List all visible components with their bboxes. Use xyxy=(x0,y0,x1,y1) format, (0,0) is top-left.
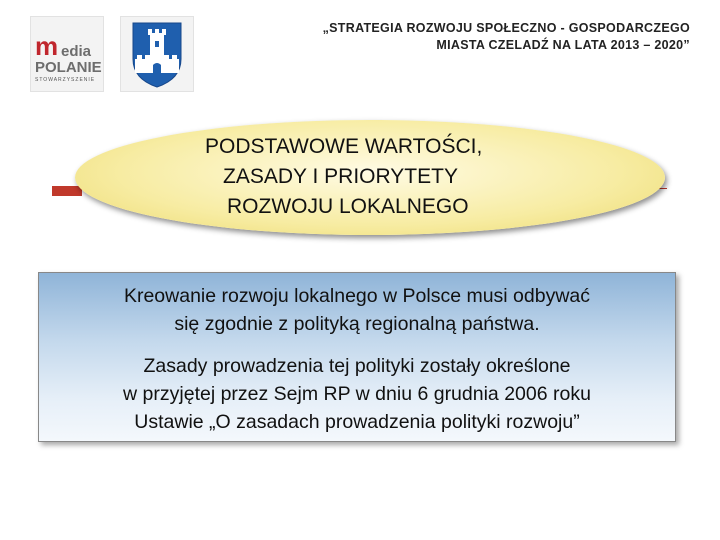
slide-title xyxy=(75,132,665,222)
paragraph-2-line-1: Zasady prowadzenia tej polityki zostały określone xyxy=(143,355,571,377)
media-polanie-logo xyxy=(30,16,104,92)
title-line-1: PODSTAWOWE WARTOŚCI, xyxy=(205,135,483,158)
title-line-2: ZASADY I PRIORYTETY xyxy=(223,165,458,188)
logo-subtitle: STOWARZYSZENIE xyxy=(35,77,96,83)
paragraph-2-line-3: Ustawie „O zasadach prowadzenia polityki rozwoju” xyxy=(134,411,580,433)
paragraph-1-line-2: się zgodnie z polityką regionalną państwa. xyxy=(174,313,540,335)
paragraph-1 xyxy=(39,282,675,338)
title-oval xyxy=(75,120,665,235)
logo-polanie-text: POLANIE xyxy=(35,59,102,76)
paragraph-1-line-1: Kreowanie rozwoju lokalnego w Polsce musi odbywać xyxy=(123,285,591,307)
paragraph-2-line-2: w przyjętej przez Sejm RP w dniu 6 grudnia 2006 roku xyxy=(123,383,591,405)
content-box xyxy=(38,272,676,442)
document-header xyxy=(230,20,690,54)
title-line-3: ROZWOJU LOKALNEGO xyxy=(227,195,469,218)
coat-of-arms-graphic xyxy=(121,17,193,91)
header-line-1: „STRATEGIA ROZWOJU SPOŁECZNO - GOSPODARCZEGO xyxy=(322,21,690,35)
header-line-2: MIASTA CZELADŹ NA LATA 2013 – 2020” xyxy=(436,38,690,52)
logo-mark: m xyxy=(35,31,57,61)
logo-edia-text: edia xyxy=(61,43,92,60)
czeladz-coat-of-arms-icon xyxy=(120,16,194,92)
paragraph-2 xyxy=(39,352,675,436)
